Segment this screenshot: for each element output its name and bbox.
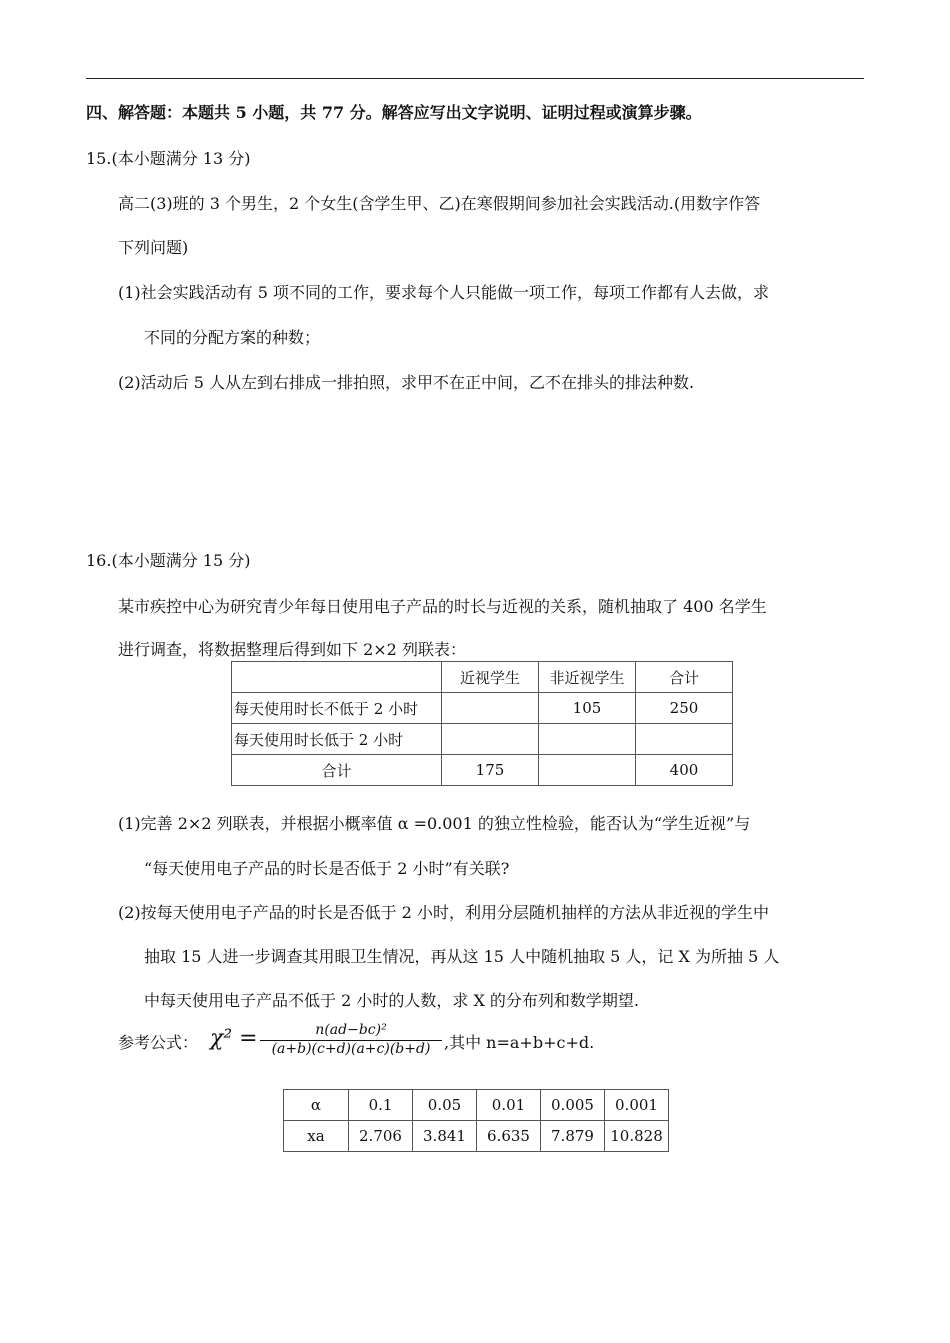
q16-title: 16.(本小题满分 15 分): [86, 551, 251, 570]
q16-part2-line3: 中每天使用电子产品不低于 2 小时的人数，求 X 的分布列和数学期望.: [144, 991, 640, 1010]
formula-suffix: ,其中 n=a+b+c+d.: [444, 1033, 595, 1052]
q15-intro-line1: 高二(3)班的 3 个男生，2 个女生(含学生甲、乙)在寒假期间参加社会实践活动.(用数字作答: [118, 194, 761, 213]
table-cell: 10.828: [605, 1121, 669, 1152]
table-cell: α: [284, 1090, 349, 1121]
table-cell: 7.879: [541, 1121, 605, 1152]
table-row: [232, 693, 733, 724]
top-divider: [86, 78, 864, 79]
table-cell: 0.005: [541, 1090, 605, 1121]
table-row-label: 每天使用时长低于 2 小时: [232, 724, 442, 755]
table-row: [284, 1121, 669, 1152]
table-cell: 175: [442, 755, 539, 786]
table-cell: [539, 724, 636, 755]
q16-intro-line2: 进行调查，将数据整理后得到如下 2×2 列联表：: [118, 640, 466, 659]
q16-intro-line1: 某市疾控中心为研究青少年每日使用电子产品的时长与近视的关系，随机抽取了 400 名学生: [118, 597, 767, 616]
q15-intro-line2: 下列问题): [118, 238, 189, 257]
table-row: [232, 662, 733, 693]
table-cell: 105: [539, 693, 636, 724]
table-cell: 2.706: [349, 1121, 413, 1152]
table-cell: [442, 693, 539, 724]
q15-title: 15.(本小题满分 13 分): [86, 149, 251, 168]
table-cell: [442, 724, 539, 755]
critical-value-table: [283, 1089, 669, 1152]
table-header-cell: 非近视学生: [539, 662, 636, 693]
table-cell: 0.001: [605, 1090, 669, 1121]
table-cell: 0.05: [413, 1090, 477, 1121]
table-cell: [539, 755, 636, 786]
formula-denominator: (a+b)(c+d)(a+c)(b+d): [271, 1041, 431, 1057]
chi-square-symbol: χ² =: [210, 1026, 258, 1051]
q15-part1-line1: (1)社会实践活动有 5 项不同的工作，要求每个人只能做一项工作，每项工作都有人去做，求: [118, 283, 770, 302]
table-header-cell: [232, 662, 442, 693]
formula-numerator: n(ad−bc)²: [260, 1022, 442, 1041]
table-cell: xa: [284, 1121, 349, 1152]
q15-part1-line2: 不同的分配方案的种数；: [144, 328, 321, 347]
table-cell: 6.635: [477, 1121, 541, 1152]
table-header-cell: 近视学生: [442, 662, 539, 693]
table-cell: 3.841: [413, 1121, 477, 1152]
formula-fraction: [260, 1022, 442, 1058]
q15-part2: (2)活动后 5 人从左到右排成一排拍照，求甲不在正中间，乙不在排头的排法种数.: [118, 373, 695, 392]
table-cell: 0.1: [349, 1090, 413, 1121]
formula-label: 参考公式：: [118, 1033, 199, 1052]
q16-part2-line1: (2)按每天使用电子产品的时长是否低于 2 小时，利用分层随机抽样的方法从非近视的学生中: [118, 903, 770, 922]
q16-part1-line1: (1)完善 2×2 列联表，并根据小概率值 α =0.001 的独立性检验，能否认为“学生近视”与: [118, 814, 751, 833]
section-header: 四、解答题：本题共 5 小题，共 77 分。解答应写出文字说明、证明过程或演算步骤。: [86, 103, 702, 122]
q16-part1-line2: “每天使用电子产品的时长是否低于 2 小时”有关联?: [144, 859, 510, 878]
table-row: [232, 755, 733, 786]
q16-part2-line2: 抽取 15 人进一步调查其用眼卫生情况，再从这 15 人中随机抽取 5 人，记 X 为所抽 5 人: [144, 947, 780, 966]
table-cell: 0.01: [477, 1090, 541, 1121]
table-cell: [636, 724, 733, 755]
table-cell: 400: [636, 755, 733, 786]
table-row-label: 合计: [232, 755, 442, 786]
table-row: [284, 1090, 669, 1121]
contingency-table: [231, 661, 733, 786]
table-row-label: 每天使用时长不低于 2 小时: [232, 693, 442, 724]
table-header-cell: 合计: [636, 662, 733, 693]
table-row: [232, 724, 733, 755]
table-cell: 250: [636, 693, 733, 724]
